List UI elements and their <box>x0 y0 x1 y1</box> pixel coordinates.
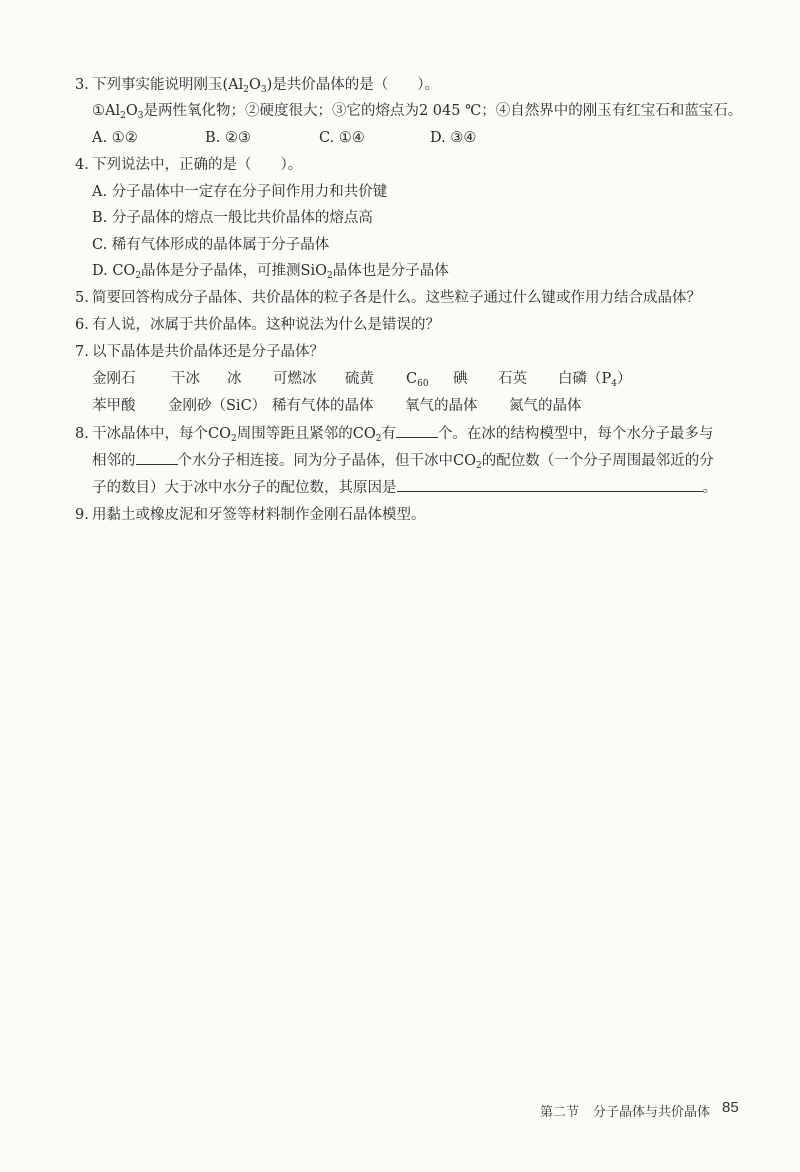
facts-text: 是两性氧化物；②硬度很大；③它的熔点为2 045 ℃；④自然界中的刚玉有红宝石和蓝宝石。 <box>143 103 743 119</box>
question-text: 子的数目）大于冰中水分子的配位数，其原因是 <box>92 480 397 496</box>
question-number: 5. <box>75 290 89 306</box>
question-3-stem <box>75 75 439 95</box>
subscript: 60 <box>417 379 429 389</box>
stem-text: 下列说法中，正确的是（ ）。 <box>92 157 303 173</box>
crystal-item: 碘 <box>453 371 468 387</box>
question-text: 有 <box>381 426 396 442</box>
subscript: 2 <box>230 434 237 444</box>
crystal-item: 稀有气体的晶体 <box>272 398 374 414</box>
crystal-item: 石英 <box>498 371 527 387</box>
option-d: D. ③④ <box>430 130 477 146</box>
subscript: 2 <box>375 434 382 444</box>
option-text: 晶体也是分子晶体 <box>332 263 449 279</box>
question-text: 个水分子相连接。同为分子晶体，但干冰中CO <box>177 453 476 469</box>
crystal-item-c60 <box>406 369 429 389</box>
option-c: C. ①④ <box>319 130 365 146</box>
crystal-item: 苯甲酸 <box>92 398 136 414</box>
crystal-item: 干冰 <box>171 371 200 387</box>
question-number: 8. <box>75 426 89 442</box>
option-text: 晶体是分子晶体，可推测SiO <box>141 263 328 279</box>
question-4-option-b: B. 分子晶体的熔点一般比共价晶体的熔点高 <box>92 210 373 226</box>
answer-blank[interactable] <box>136 450 178 465</box>
option-text: D. CO <box>92 263 136 279</box>
question-8-line-1 <box>75 423 713 444</box>
question-text: 有人说，冰属于共价晶体。这种说法为什么是错误的？ <box>92 317 440 333</box>
question-7 <box>75 342 324 362</box>
subscript: 3 <box>260 85 267 95</box>
crystal-item-p4 <box>558 369 632 389</box>
formula-base: 白磷（P <box>558 371 612 387</box>
question-4-option-c: C. 稀有气体形成的晶体属于分子晶体 <box>92 237 330 253</box>
question-text: 周围等距且紧邻的CO <box>236 426 376 442</box>
question-text: 干冰晶体中，每个CO <box>92 426 231 442</box>
option-a: A. ①② <box>92 130 138 146</box>
question-3-options <box>92 128 542 148</box>
facts-text: ①Al <box>92 103 121 119</box>
answer-blank[interactable] <box>397 477 703 492</box>
question-text: 用黏土或橡皮泥和牙签等材料制作金刚石晶体模型。 <box>92 507 426 523</box>
subscript: 2 <box>327 271 333 281</box>
question-9 <box>75 505 426 525</box>
question-number: 4. <box>75 157 89 173</box>
question-text: 的配位数（一个分子周围最邻近的分 <box>481 453 714 469</box>
question-text: 以下晶体是共价晶体还是分子晶体？ <box>92 344 324 360</box>
question-number: 6. <box>75 317 89 333</box>
question-7-crystals-row-1 <box>92 369 692 389</box>
question-3-facts <box>92 101 742 121</box>
crystal-item: 金刚砂（SiC） <box>168 398 267 414</box>
crystal-item: 冰 <box>227 371 242 387</box>
subscript: 4 <box>611 379 617 389</box>
facts-text: O <box>125 103 138 119</box>
question-text: 。 <box>702 480 717 496</box>
crystal-item: 硫黄 <box>345 371 374 387</box>
crystal-item: 氮气的晶体 <box>509 398 582 414</box>
question-6 <box>75 315 440 335</box>
stem-text: 下列事实能说明刚玉(Al <box>92 77 244 93</box>
crystal-item: 金刚石 <box>92 371 136 387</box>
stem-text: )是共价晶体的是（ ）。 <box>266 77 440 93</box>
formula-base: C <box>406 371 418 387</box>
footer-title: 分子晶体与共价晶体 <box>593 1105 711 1120</box>
question-number: 7. <box>75 344 89 360</box>
option-b: B. ②③ <box>205 130 251 146</box>
crystal-item: 氧气的晶体 <box>405 398 478 414</box>
question-text: 个。在冰的结构模型中，每个水分子最多与 <box>437 426 714 442</box>
question-4-option-d <box>92 261 449 281</box>
question-4-stem <box>75 155 302 175</box>
question-8-line-2 <box>92 450 714 471</box>
subscript: 2 <box>120 111 126 121</box>
question-number: 3. <box>75 77 89 93</box>
subscript: 2 <box>135 271 142 281</box>
formula-base: ） <box>617 371 632 387</box>
question-text: 相邻的 <box>92 453 136 469</box>
question-5 <box>75 288 701 308</box>
question-8-line-3 <box>92 477 717 498</box>
footer-section: 第二节 <box>540 1105 580 1120</box>
question-number: 9. <box>75 507 89 523</box>
answer-blank[interactable] <box>396 423 438 438</box>
subscript: 2 <box>475 461 482 471</box>
question-4-option-a: A. 分子晶体中一定存在分子间作用力和共价键 <box>92 184 388 200</box>
question-text: 简要回答构成分子晶体、共价晶体的粒子各是什么。这些粒子通过什么键或作用力结合成晶体？ <box>92 290 701 306</box>
subscript: 2 <box>243 85 249 95</box>
stem-text: O <box>249 77 261 93</box>
page-number: 85 <box>722 1099 739 1116</box>
subscript: 3 <box>137 111 144 121</box>
question-7-crystals-row-2 <box>92 396 692 416</box>
crystal-item: 可燃冰 <box>273 371 317 387</box>
